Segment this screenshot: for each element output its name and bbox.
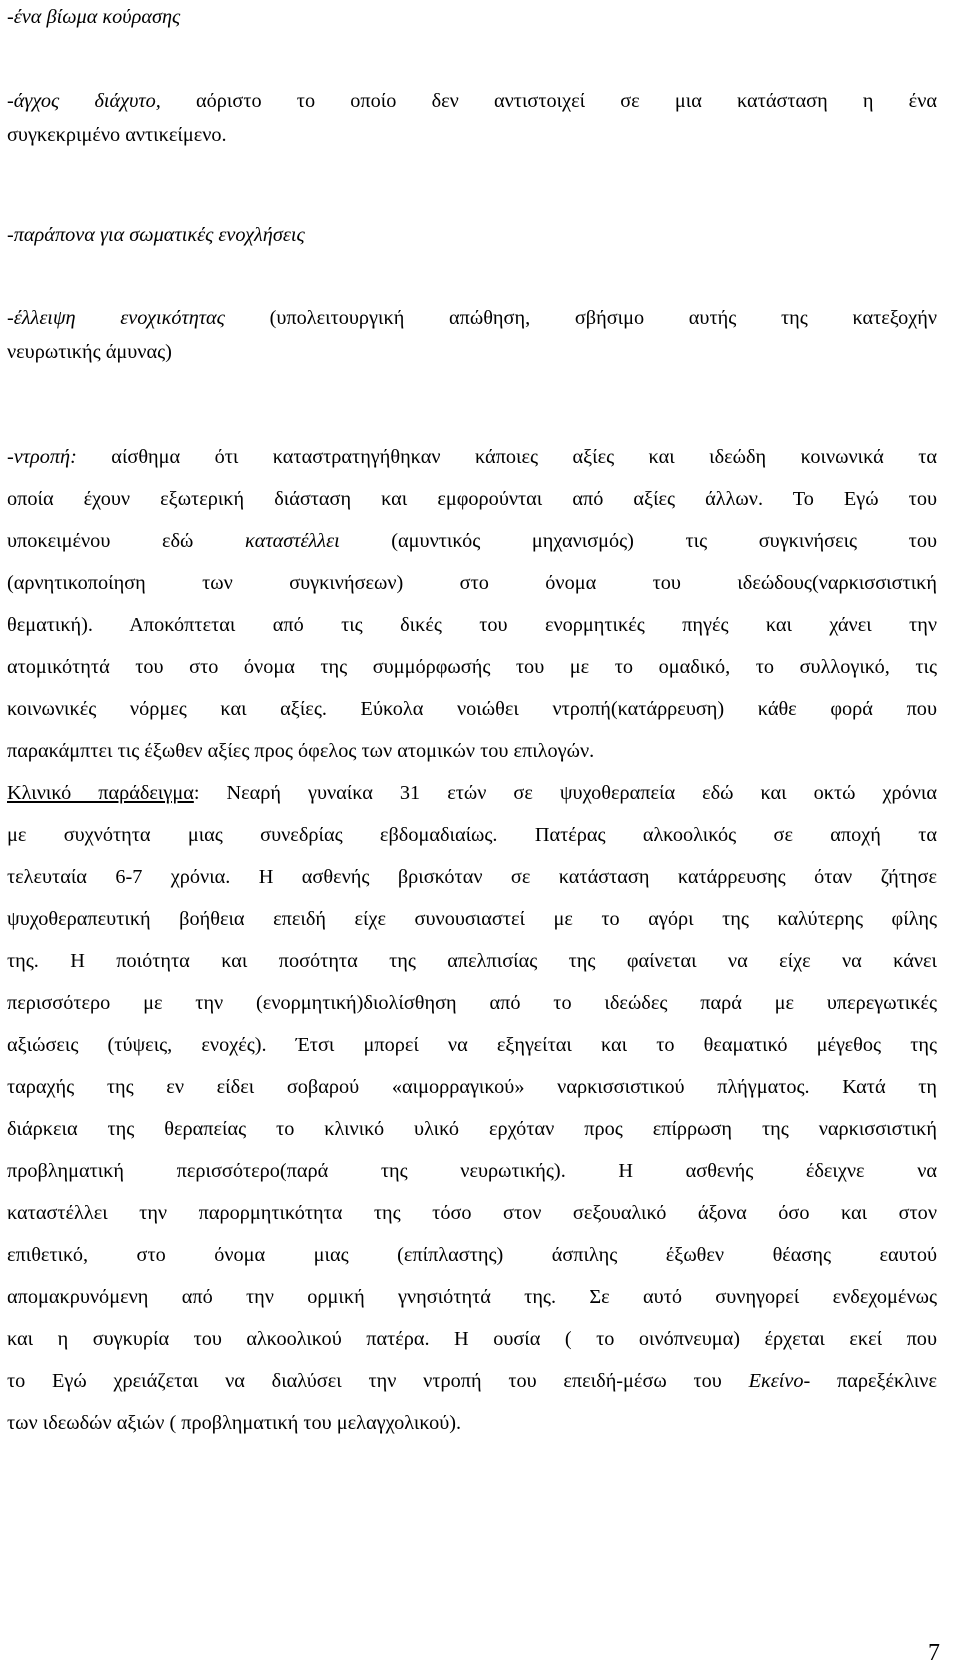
term-shame: -ντροπή: [7,446,77,468]
text-line: ψυχοθεραπευτική βοήθεια επειδή είχε συνουσιαστεί με το αγόρι της καλύτερης φίλης [7,908,937,930]
text-line: συγκεκριμένο αντικείμενο. [7,124,227,146]
text-line: κοινωνικές νόρμες και αξίες. Εύκολα νοιώθει ντροπή(κατάρρευση) κάθε φορά που [7,698,937,720]
text-line: οποία έχουν εξωτερική διάσταση και εμφορούνται από αξίες άλλων. Το Εγώ του [7,488,937,510]
text-line: ταραχής της εν είδει σοβαρού «αιμορραγικού» ναρκισσιστικού πλήγματος. Κατά τη [7,1076,937,1098]
text-line: επιθετικό, στο όνομα μιας (επίπλαστης) άσπιλης έξωθεν θέασης εαυτού [7,1244,937,1266]
term: -παράπονα για σωματικές ενοχλήσεις [7,224,305,246]
text-line: τελευταία 6-7 χρόνια. Η ασθενής βρισκόταν σε κατάσταση κατάρρευσης όταν ζήτησε [7,866,937,888]
text: (αμυντικός μηχανισμός) τις συγκινήσεις του [339,530,938,552]
text: υποκειμένου εδώ [7,530,245,552]
body-text [7,436,937,1444]
text-line: (αρνητικοποίηση των συγκινήσεων) στο όνομα του ιδεώδους(ναρκισσιστική [7,572,937,594]
text-line: περισσότερο με την (ενορμητική)διολίσθηση από το ιδεώδες παρά με υπερεγωτικές [7,992,937,1014]
list-item-complaints [7,218,305,252]
text: το Εγώ χρειάζεται να διαλύσει την ντροπή του επειδή-μέσω του [7,1370,749,1392]
italic-text: καταστέλλει [244,530,340,552]
list-item-guilt [7,301,937,369]
text-line: θεματική). Αποκόπτεται από τις δικές του ενορμητικές πηγές και χάνει την [7,614,937,636]
list-item-fatigue [7,0,180,34]
text-line: νευρωτικής άμυνας) [7,341,172,363]
text-line: διάρκεια της θεραπείας το κλινικό υλικό ερχόταν προς επίρρωση της ναρκισσιστική [7,1118,937,1140]
text-line: προβληματική περισσότερο(παρά της νευρωτικής). Η ασθενής έδειχνε να [7,1160,937,1182]
term: -έλλειψη ενοχικότητας [7,307,225,329]
list-item-anxiety [7,84,937,152]
term: -ένα βίωμα κούρασης [7,6,181,28]
text-line: παρακάμπτει τις έξωθεν αξίες προς όφελος των ατομικών του επιλογών. [7,740,595,762]
text-line: απομακρυνόμενη από την ορμική γνησιότητά της. Σε αυτό συνηγορεί ενδεχομένως [7,1286,937,1308]
text-line: και η συγκυρία του αλκοολικού πατέρα. Η ουσία ( το οινόπνευμα) έρχεται εκεί που [7,1328,937,1350]
text-line: καταστέλλει την παρορμητικότητα της τόσο στον σεξουαλικό άξονα όσο και στον [7,1202,937,1224]
text: αίσθημα ότι καταστρατηγήθηκαν κάποιες αξίες και ιδεώδη κοινωνικά τα [76,446,937,468]
text: αόριστο το οποίο δεν αντιστοιχεί σε μια κατάσταση η ένα [160,90,937,112]
text: παρεξέκλινε [810,1370,937,1392]
text-line: της. Η ποιότητα και ποσότητα της απελπισίας της φαίνεται να είχε να κάνει [7,950,937,972]
text-line: με συχνότητα μιας συνεδρίας εβδομαδιαίως. Πατέρας αλκοολικός σε αποχή τα [7,824,937,846]
italic-text: Εκείνο- [748,1370,811,1392]
term: -άγχος διάχυτο, [7,90,161,112]
page-number: 7 [928,1640,940,1666]
text: : Νεαρή γυναίκα 31 ετών σε ψυχοθεραπεία εδώ και οκτώ χρόνια [193,782,937,804]
text-line: αξιώσεις (τύψεις, ενοχές). Έτσι μπορεί να εξηγείται και το θεαματικό μέγεθος της [7,1034,937,1056]
text-line: των ιδεωδών αξιών ( προβληματική του μελαγχολικού). [7,1412,462,1434]
clinical-example-heading: Κλινικό παράδειγμα [7,782,194,804]
text: (υπολειτουργική απώθηση, σβήσιμο αυτής της κατεξοχήν [224,307,937,329]
text-line: ατομικότητά του στο όνομα της συμμόρφωσής του με το ομαδικό, το συλλογικό, τις [7,656,937,678]
